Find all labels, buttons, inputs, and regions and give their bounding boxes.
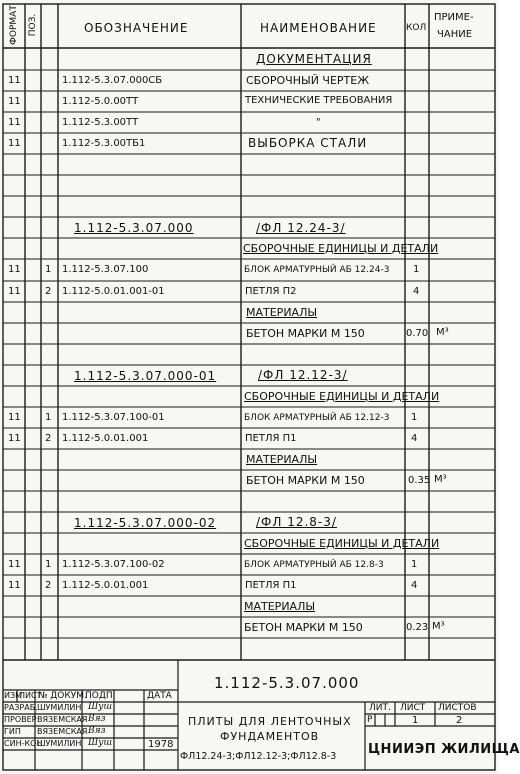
- stamp-sheet-value: 1: [412, 715, 419, 726]
- group-1-row-2-designation: 1.112-5.0.01.001-01: [62, 286, 165, 297]
- stamp-title-line-2: ФУНДАМЕНТОВ: [220, 730, 320, 743]
- group-3-row-1-designation: 1.112-5.3.07.100-02: [62, 559, 165, 570]
- group-1-row-1-qty: 1: [413, 264, 420, 275]
- group-1-row-1-pos: 1: [45, 264, 52, 275]
- stamp-organization: ЦНИИЭП ЖИЛИЩА: [368, 742, 520, 757]
- stamp-sheet-label: ЛИСТ: [400, 703, 426, 713]
- col-name-header: НАИМЕНОВАНИЕ: [260, 21, 377, 35]
- stamp-lit-label: ЛИТ.: [369, 703, 391, 713]
- group-1-row-1-format: 11: [8, 264, 21, 275]
- stamp-r1-signature: Шуш: [88, 702, 113, 712]
- stamp-title-line-3: ФЛ12.24-3;ФЛ12.12-3;ФЛ12.8-3: [180, 751, 337, 762]
- group-3-row-1-format: 11: [8, 559, 21, 570]
- doc-row-3-format: 11: [8, 117, 21, 128]
- group-2-code: 1.112-5.3.07.000-01: [74, 369, 217, 383]
- stamp-lit-value: Р: [367, 715, 373, 725]
- doc-row-2-designation: 1.112-5.0.00ТТ: [62, 96, 139, 107]
- group-1-code: 1.112-5.3.07.000: [74, 221, 194, 235]
- stamp-col-izm: ИЗМ: [4, 691, 23, 700]
- stamp-r3-role: ГИП: [4, 727, 21, 736]
- stamp-col-doc: № ДОКУМ.: [38, 691, 87, 701]
- group-3-row-2-qty: 4: [411, 580, 418, 591]
- col-designation-header: ОБОЗНАЧЕНИЕ: [84, 21, 189, 35]
- doc-row-2-format: 11: [8, 96, 21, 107]
- stamp-r4-person: ШУМИЛИН: [37, 739, 82, 748]
- doc-row-1-name: СБОРОЧНЫЙ ЧЕРТЕЖ: [246, 74, 370, 87]
- col-note-header-2: ЧАНИЕ: [437, 29, 473, 40]
- group-2-row-2-designation: 1.112-5.0.01.001: [62, 433, 149, 444]
- doc-row-3-name: ": [316, 117, 321, 128]
- stamp-col-list: ЛИСТ: [19, 691, 42, 700]
- group-2-row-1-qty: 1: [411, 412, 418, 423]
- doc-row-4-designation: 1.112-5.3.00ТБ1: [62, 138, 146, 149]
- group-3-material-unit: М³: [432, 621, 445, 632]
- stamp-col-date: ДАТА: [147, 691, 172, 701]
- group-1-row-2-name: ПЕТЛЯ П2: [245, 286, 297, 297]
- stamp-doc-code: 1.112-5.3.07.000: [214, 674, 360, 692]
- group-1-row-1-designation: 1.112-5.3.07.100: [62, 264, 149, 275]
- stamp-r2-signature: Вяз: [88, 714, 106, 724]
- stamp-r4-role: СИН-КОН: [4, 739, 43, 748]
- group-2-row-1-designation: 1.112-5.3.07.100-01: [62, 412, 165, 423]
- group-1-row-2-format: 11: [8, 286, 21, 297]
- group-1-row-2-qty: 4: [413, 286, 420, 297]
- stamp-col-sign: ПОДП.: [85, 691, 116, 701]
- doc-row-2-name: ТЕХНИЧЕСКИЕ ТРЕБОВАНИЯ: [245, 95, 393, 106]
- stamp-r1-person: ШУМИЛИН: [37, 703, 82, 712]
- group-3-row-1-name: БЛОК АРМАТУРНЫЙ АБ 12.8-3: [244, 560, 384, 570]
- group-3-material-name: БЕТОН МАРКИ М 150: [244, 621, 363, 634]
- col-qty-header: КОЛ: [406, 23, 427, 33]
- doc-row-3-designation: 1.112-5.3.00ТТ: [62, 117, 139, 128]
- group-3-row-1-qty: 1: [411, 559, 418, 570]
- group-3-row-2-designation: 1.112-5.0.01.001: [62, 580, 149, 591]
- col-pos-header: ПОЗ.: [28, 13, 38, 37]
- group-2-row-2-pos: 2: [45, 433, 52, 444]
- group-2-section-materials: МАТЕРИАЛЫ: [246, 453, 318, 466]
- stamp-r3-person: ВЯЗЕМСКАЯ: [37, 727, 88, 736]
- doc-row-4-name: ВЫБОРКА СТАЛИ: [248, 136, 368, 150]
- group-3-section-assemblies: СБОРОЧНЫЕ ЕДИНИЦЫ И ДЕТАЛИ: [244, 537, 440, 550]
- doc-row-4-format: 11: [8, 138, 21, 149]
- group-1-row-2-pos: 2: [45, 286, 52, 297]
- col-note-header-1: ПРИМЕ-: [434, 12, 474, 23]
- group-2-material-name: БЕТОН МАРКИ М 150: [246, 474, 365, 487]
- group-3-row-2-format: 11: [8, 580, 21, 591]
- group-3-section-materials: МАТЕРИАЛЫ: [244, 600, 316, 613]
- stamp-title-line-1: ПЛИТЫ ДЛЯ ЛЕНТОЧНЫХ: [188, 715, 352, 728]
- group-3-mark: /ФЛ 12.8-3/: [256, 515, 337, 529]
- group-1-row-1-name: БЛОК АРМАТУРНЫЙ АБ 12.24-3: [244, 265, 390, 275]
- group-2-row-2-format: 11: [8, 433, 21, 444]
- stamp-sheets-value: 2: [456, 715, 463, 726]
- group-3-code: 1.112-5.3.07.000-02: [74, 516, 217, 530]
- stamp-r4-signature: Шуш: [88, 738, 113, 748]
- stamp-r1-role: РАЗРАБ.: [4, 703, 38, 712]
- group-2-material-qty: 0.35: [408, 475, 431, 486]
- stamp-r3-signature: Вяз: [88, 726, 106, 736]
- group-1-section-assemblies: СБОРОЧНЫЕ ЕДИНИЦЫ И ДЕТАЛИ: [243, 242, 439, 255]
- group-2-row-2-qty: 4: [411, 433, 418, 444]
- group-1-material-name: БЕТОН МАРКИ М 150: [246, 327, 365, 340]
- group-1-material-unit: М³: [436, 327, 449, 338]
- group-3-row-2-pos: 2: [45, 580, 52, 591]
- group-1-section-materials: МАТЕРИАЛЫ: [246, 306, 318, 319]
- group-2-row-1-format: 11: [8, 412, 21, 423]
- group-2-row-1-name: БЛОК АРМАТУРНЫЙ АБ 12.12-3: [244, 413, 390, 423]
- group-3-material-qty: 0.23: [406, 622, 429, 633]
- group-2-row-1-pos: 1: [45, 412, 52, 423]
- stamp-r4-date: 1978: [148, 739, 174, 750]
- section-documentation: ДОКУМЕНТАЦИЯ: [256, 52, 372, 66]
- stamp-r2-role: ПРОВЕР: [4, 715, 37, 724]
- group-3-row-2-name: ПЕТЛЯ П1: [245, 580, 297, 591]
- group-1-mark: /ФЛ 12.24-3/: [256, 221, 346, 235]
- group-2-row-2-name: ПЕТЛЯ П1: [245, 433, 297, 444]
- stamp-r2-person: ВЯЗЕМСКАЯ: [37, 715, 88, 724]
- col-format-header: ФОРМАТ: [9, 5, 19, 45]
- stamp-sheets-label: ЛИСТОВ: [438, 703, 477, 713]
- group-3-row-1-pos: 1: [45, 559, 52, 570]
- group-1-material-qty: 0.70: [406, 328, 429, 339]
- doc-row-1-designation: 1.112-5.3.07.000СБ: [62, 75, 163, 86]
- group-2-material-unit: М³: [434, 474, 447, 485]
- group-2-section-assemblies: СБОРОЧНЫЕ ЕДИНИЦЫ И ДЕТАЛИ: [244, 390, 440, 403]
- group-2-mark: /ФЛ 12.12-3/: [258, 368, 348, 382]
- doc-row-1-format: 11: [8, 75, 21, 86]
